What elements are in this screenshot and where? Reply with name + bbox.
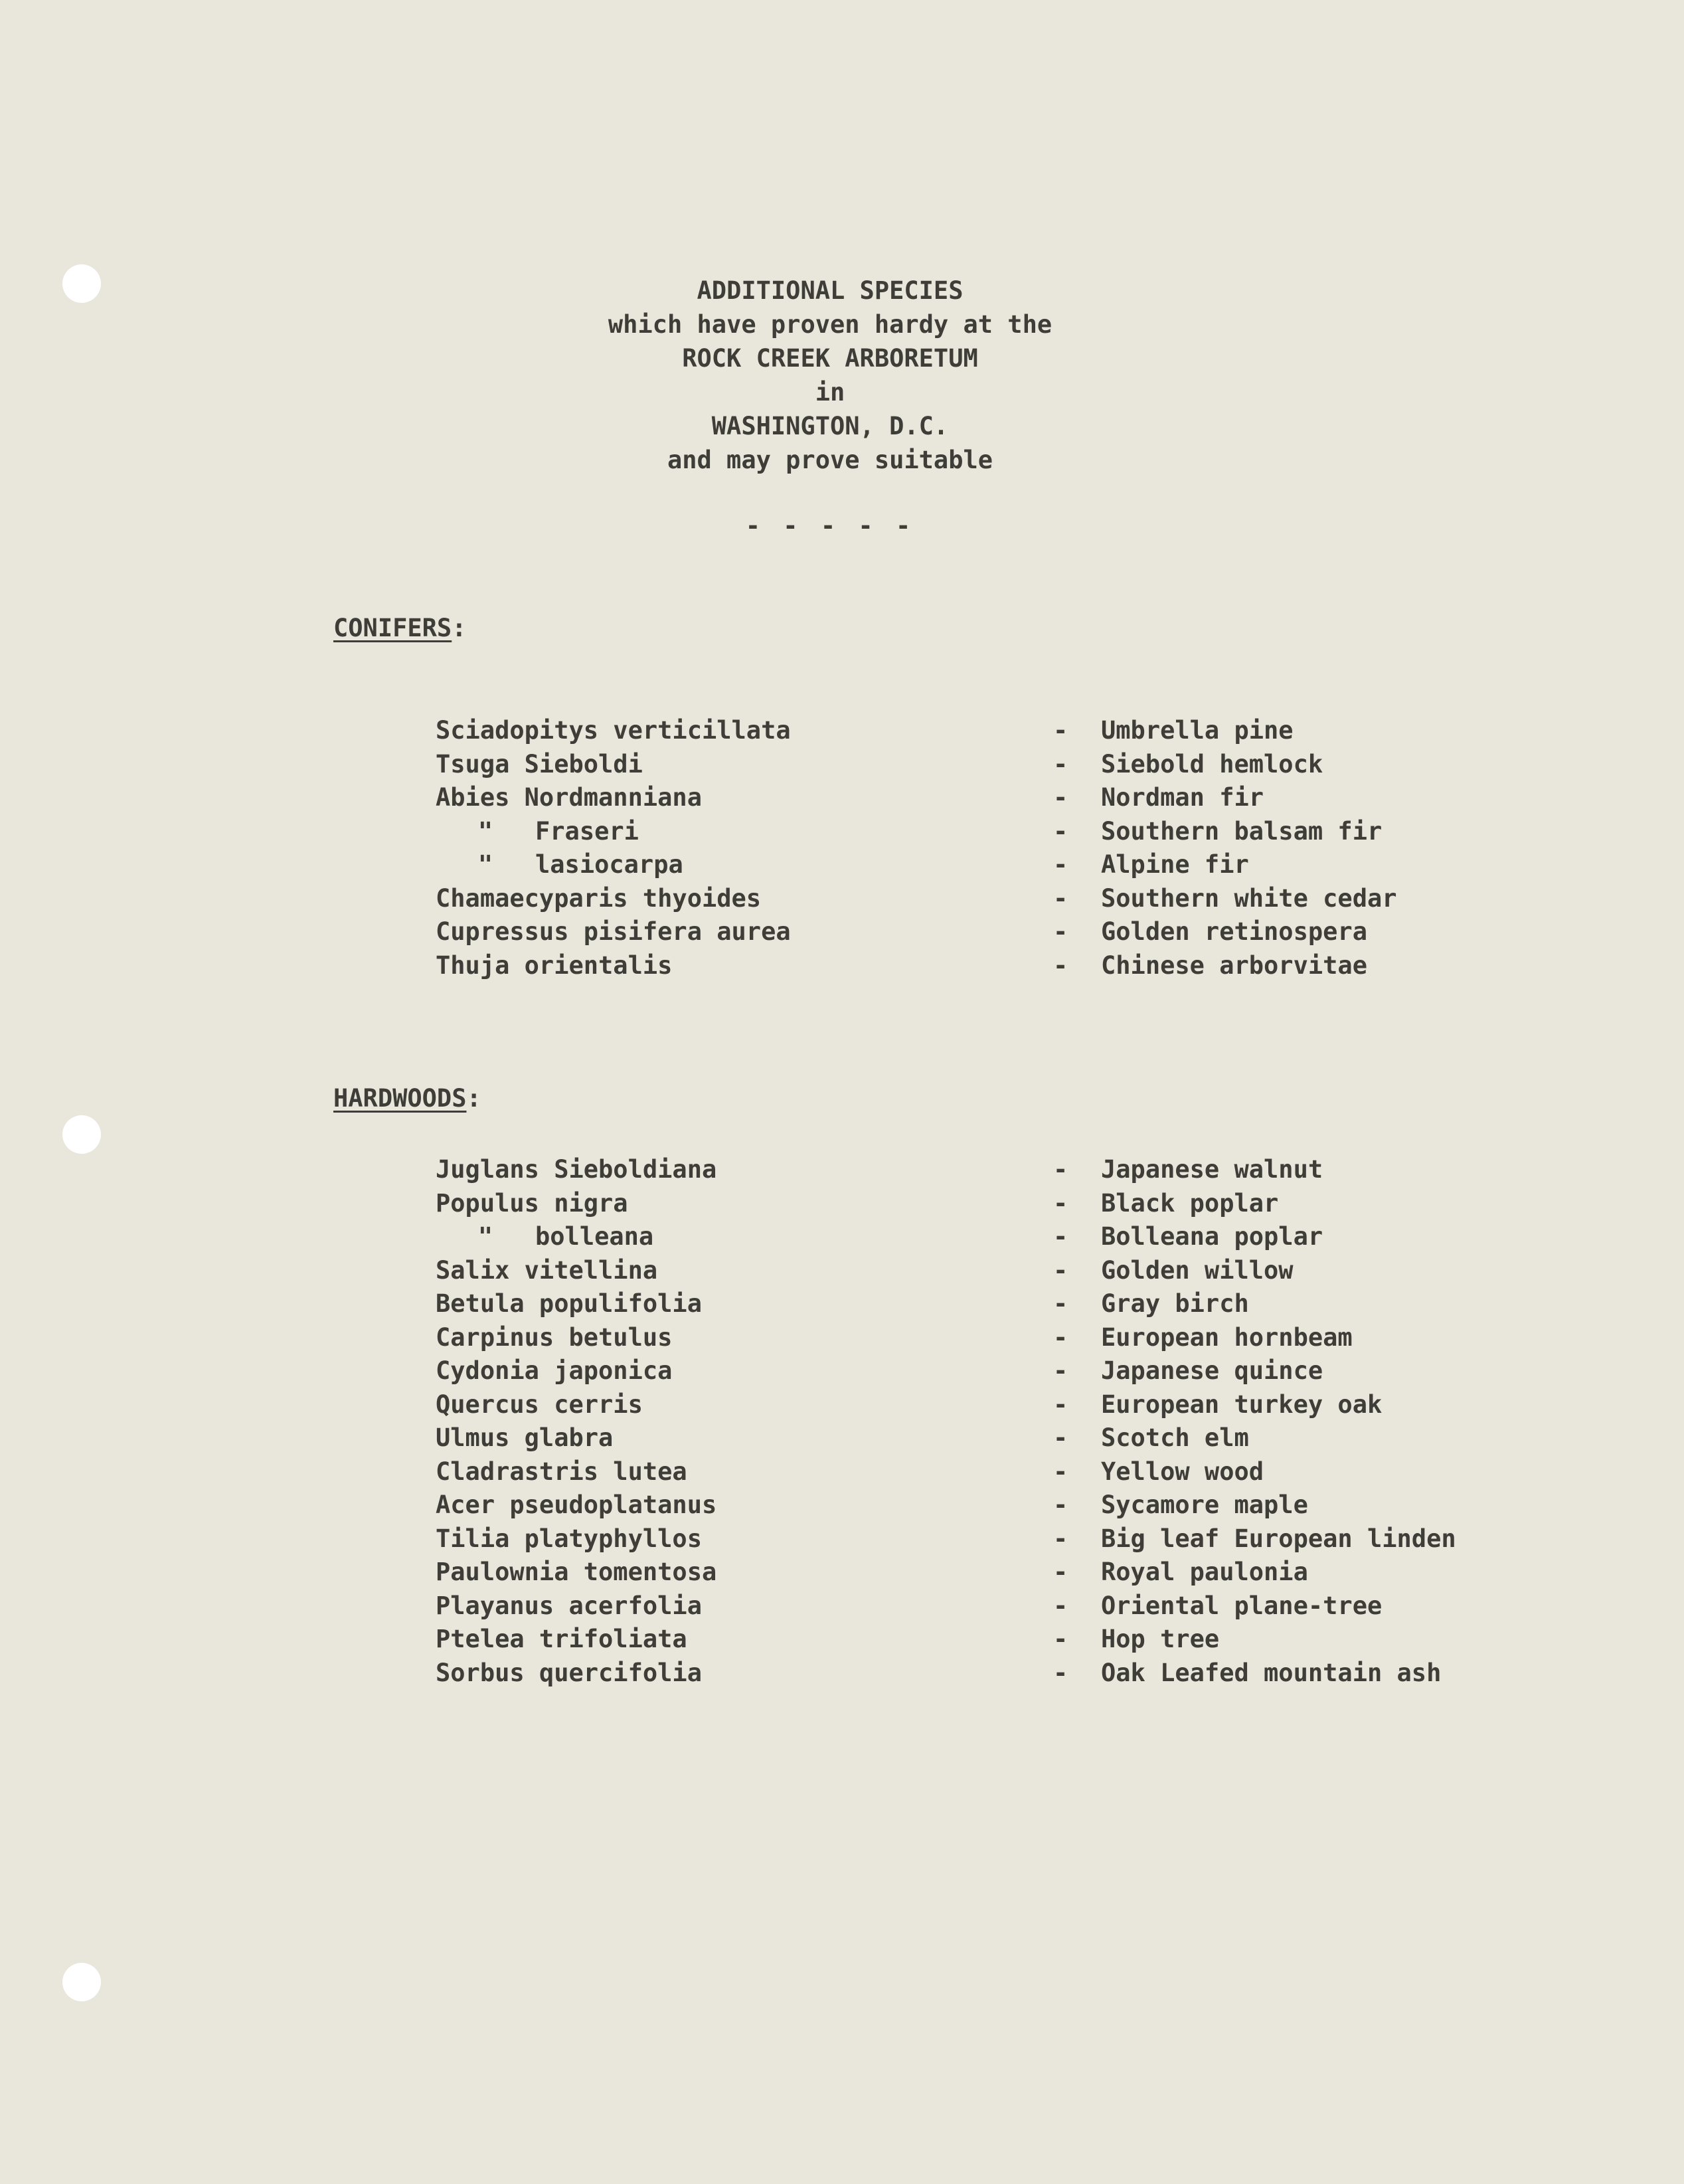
scientific-name-text: bolleana <box>535 1222 654 1251</box>
conifers-heading <box>333 614 467 642</box>
scientific-name <box>436 1321 672 1354</box>
scientific-name-text: Abies Nordmanniana <box>436 783 702 812</box>
separator-dash: - <box>1053 1255 1068 1285</box>
scientific-name-text: Juglans Sieboldiana <box>436 1155 717 1184</box>
species-row <box>436 1489 1564 1522</box>
species-row <box>436 1623 1564 1657</box>
species-row <box>436 1590 1564 1623</box>
species-row <box>436 1455 1564 1489</box>
separator-dash: - <box>1053 1188 1068 1218</box>
scientific-name-text: Playanus acerfolia <box>436 1591 702 1620</box>
common-name: Alpine fir <box>1101 850 1249 879</box>
common-name: Japanese walnut <box>1101 1155 1323 1184</box>
common-name: Chinese arborvitae <box>1101 951 1367 980</box>
species-row <box>436 882 1564 916</box>
scientific-name <box>436 1354 672 1388</box>
common-name: Golden willow <box>1101 1255 1294 1285</box>
scientific-name-text: Ulmus glabra <box>436 1423 614 1452</box>
header-line: ROCK CREEK ARBORETUM <box>682 344 978 373</box>
separator-dash: - <box>1053 1558 1068 1586</box>
conifers-heading-label: CONIFERS <box>333 614 452 642</box>
conifers-heading-colon: : <box>452 614 467 642</box>
scientific-name <box>436 1590 702 1623</box>
species-row <box>436 714 1564 748</box>
scientific-name-text: Tsuga Sieboldi <box>436 749 643 778</box>
scientific-name <box>436 1489 716 1522</box>
species-row <box>436 1153 1564 1187</box>
species-row <box>436 1220 1564 1254</box>
separator-dash: - <box>1053 917 1068 946</box>
conifers-list <box>436 714 1564 982</box>
common-name: Hop tree <box>1101 1625 1220 1653</box>
header-divider: - - - - - <box>745 511 915 540</box>
document-header <box>0 274 1660 477</box>
scientific-name-text: Salix vitellina <box>436 1255 658 1285</box>
common-name: Black poplar <box>1101 1188 1279 1218</box>
separator-dash: - <box>1053 816 1068 846</box>
common-name: Gray birch <box>1101 1289 1249 1318</box>
hardwoods-heading-colon: : <box>466 1084 481 1113</box>
ditto-mark: " <box>477 816 493 846</box>
species-row <box>436 1187 1564 1221</box>
header-line: and may prove suitable <box>667 446 993 474</box>
separator-dash: - <box>1053 1625 1068 1653</box>
separator-dash: - <box>1053 850 1068 879</box>
species-row <box>436 949 1564 983</box>
species-row <box>436 1354 1564 1388</box>
scientific-name <box>436 1522 702 1556</box>
scientific-name-text: Acer pseudoplatanus <box>436 1491 717 1519</box>
common-name: Umbrella pine <box>1101 716 1294 745</box>
ditto-mark: " <box>477 1222 493 1251</box>
scientific-name-text: Cupressus pisifera aurea <box>436 917 791 946</box>
separator-dash: - <box>1053 1524 1068 1553</box>
species-row <box>436 1254 1564 1288</box>
scientific-name <box>436 1254 657 1287</box>
scientific-name <box>436 1657 702 1690</box>
separator-dash: - <box>1053 1423 1068 1452</box>
scientific-name <box>436 1455 687 1489</box>
header-line: in <box>815 378 845 407</box>
scientific-name <box>436 748 643 781</box>
scientific-name-text: Cydonia japonica <box>436 1356 673 1385</box>
scientific-name <box>436 714 791 747</box>
species-row <box>436 1388 1564 1422</box>
hardwoods-heading <box>333 1084 481 1113</box>
common-name: Big leaf European linden <box>1101 1524 1456 1553</box>
separator-dash: - <box>1053 1322 1068 1352</box>
species-row <box>436 1522 1564 1556</box>
scientific-name-text: Populus nigra <box>436 1188 628 1218</box>
species-row <box>436 748 1564 782</box>
common-name: European turkey oak <box>1101 1390 1383 1419</box>
separator-dash: - <box>1053 1222 1068 1251</box>
common-name: Siebold hemlock <box>1101 749 1323 778</box>
separator-dash: - <box>1053 1491 1068 1519</box>
species-row <box>436 915 1564 949</box>
scientific-name-text: Quercus cerris <box>436 1390 643 1419</box>
species-row <box>436 1657 1564 1690</box>
species-row <box>436 848 1564 882</box>
header-line: which have proven hardy at the <box>608 310 1052 339</box>
common-name: Bolleana poplar <box>1101 1222 1323 1251</box>
scientific-name <box>436 1421 613 1455</box>
common-name: Sycamore maple <box>1101 1491 1308 1519</box>
scientific-name-text: Paulownia tomentosa <box>436 1558 717 1586</box>
scientific-name <box>436 915 791 949</box>
separator-dash: - <box>1053 716 1068 745</box>
scientific-name-text: Carpinus betulus <box>436 1322 673 1352</box>
common-name: Nordman fir <box>1101 783 1264 812</box>
scientific-name <box>436 882 761 915</box>
common-name: Yellow wood <box>1101 1457 1264 1486</box>
separator-dash: - <box>1053 1591 1068 1620</box>
scientific-name <box>436 1556 716 1589</box>
common-name: Royal paulonia <box>1101 1558 1308 1586</box>
separator-dash: - <box>1053 1658 1068 1687</box>
common-name: Southern white cedar <box>1101 883 1397 913</box>
common-name: European hornbeam <box>1101 1322 1353 1352</box>
hardwoods-heading-label: HARDWOODS <box>333 1084 467 1113</box>
scientific-name-text: Chamaecyparis thyoides <box>436 883 762 913</box>
common-name: Golden retinospera <box>1101 917 1367 946</box>
scientific-name-text: Tilia platyphyllos <box>436 1524 702 1553</box>
scientific-name-text: Ptelea trifoliata <box>436 1625 687 1653</box>
scientific-name-text: Fraseri <box>535 816 639 846</box>
species-row <box>436 1321 1564 1355</box>
separator-dash: - <box>1053 1289 1068 1318</box>
separator-dash: - <box>1053 1356 1068 1385</box>
scientific-name-text: Sciadopitys verticillata <box>436 716 791 745</box>
scientific-name <box>436 848 683 881</box>
separator-dash: - <box>1053 883 1068 913</box>
species-row <box>436 1287 1564 1321</box>
scientific-name <box>436 1287 702 1320</box>
header-line: WASHINGTON, D.C. <box>711 412 949 440</box>
species-row <box>436 781 1564 815</box>
scientific-name-text: lasiocarpa <box>535 850 683 879</box>
separator-dash: - <box>1053 749 1068 778</box>
scientific-name-text: Sorbus quercifolia <box>436 1658 702 1687</box>
punch-hole-bottom <box>62 1963 101 2001</box>
header-title: ADDITIONAL SPECIES <box>697 276 964 305</box>
common-name: Oak Leafed mountain ash <box>1101 1658 1442 1687</box>
scientific-name <box>436 1220 653 1253</box>
separator-dash: - <box>1053 1155 1068 1184</box>
scientific-name <box>436 949 672 982</box>
scientific-name <box>436 781 702 814</box>
scientific-name <box>436 1153 716 1186</box>
common-name: Southern balsam fir <box>1101 816 1383 846</box>
hardwoods-list <box>436 1153 1564 1690</box>
common-name: Oriental plane-tree <box>1101 1591 1383 1620</box>
scientific-name-text: Betula populifolia <box>436 1289 702 1318</box>
ditto-mark: " <box>477 850 493 879</box>
scientific-name-text: Cladrastris lutea <box>436 1457 687 1486</box>
scientific-name <box>436 1388 643 1421</box>
common-name: Japanese quince <box>1101 1356 1323 1385</box>
separator-dash: - <box>1053 951 1068 980</box>
scientific-name <box>436 1623 687 1656</box>
separator-dash: - <box>1053 1457 1068 1486</box>
species-row <box>436 1421 1564 1455</box>
separator-dash: - <box>1053 1390 1068 1419</box>
scientific-name <box>436 1187 628 1220</box>
scientific-name <box>436 815 639 848</box>
punch-hole-middle <box>62 1115 101 1154</box>
separator-dash: - <box>1053 783 1068 812</box>
common-name: Scotch elm <box>1101 1423 1249 1452</box>
scientific-name-text: Thuja orientalis <box>436 951 673 980</box>
species-row <box>436 815 1564 849</box>
species-row <box>436 1556 1564 1590</box>
